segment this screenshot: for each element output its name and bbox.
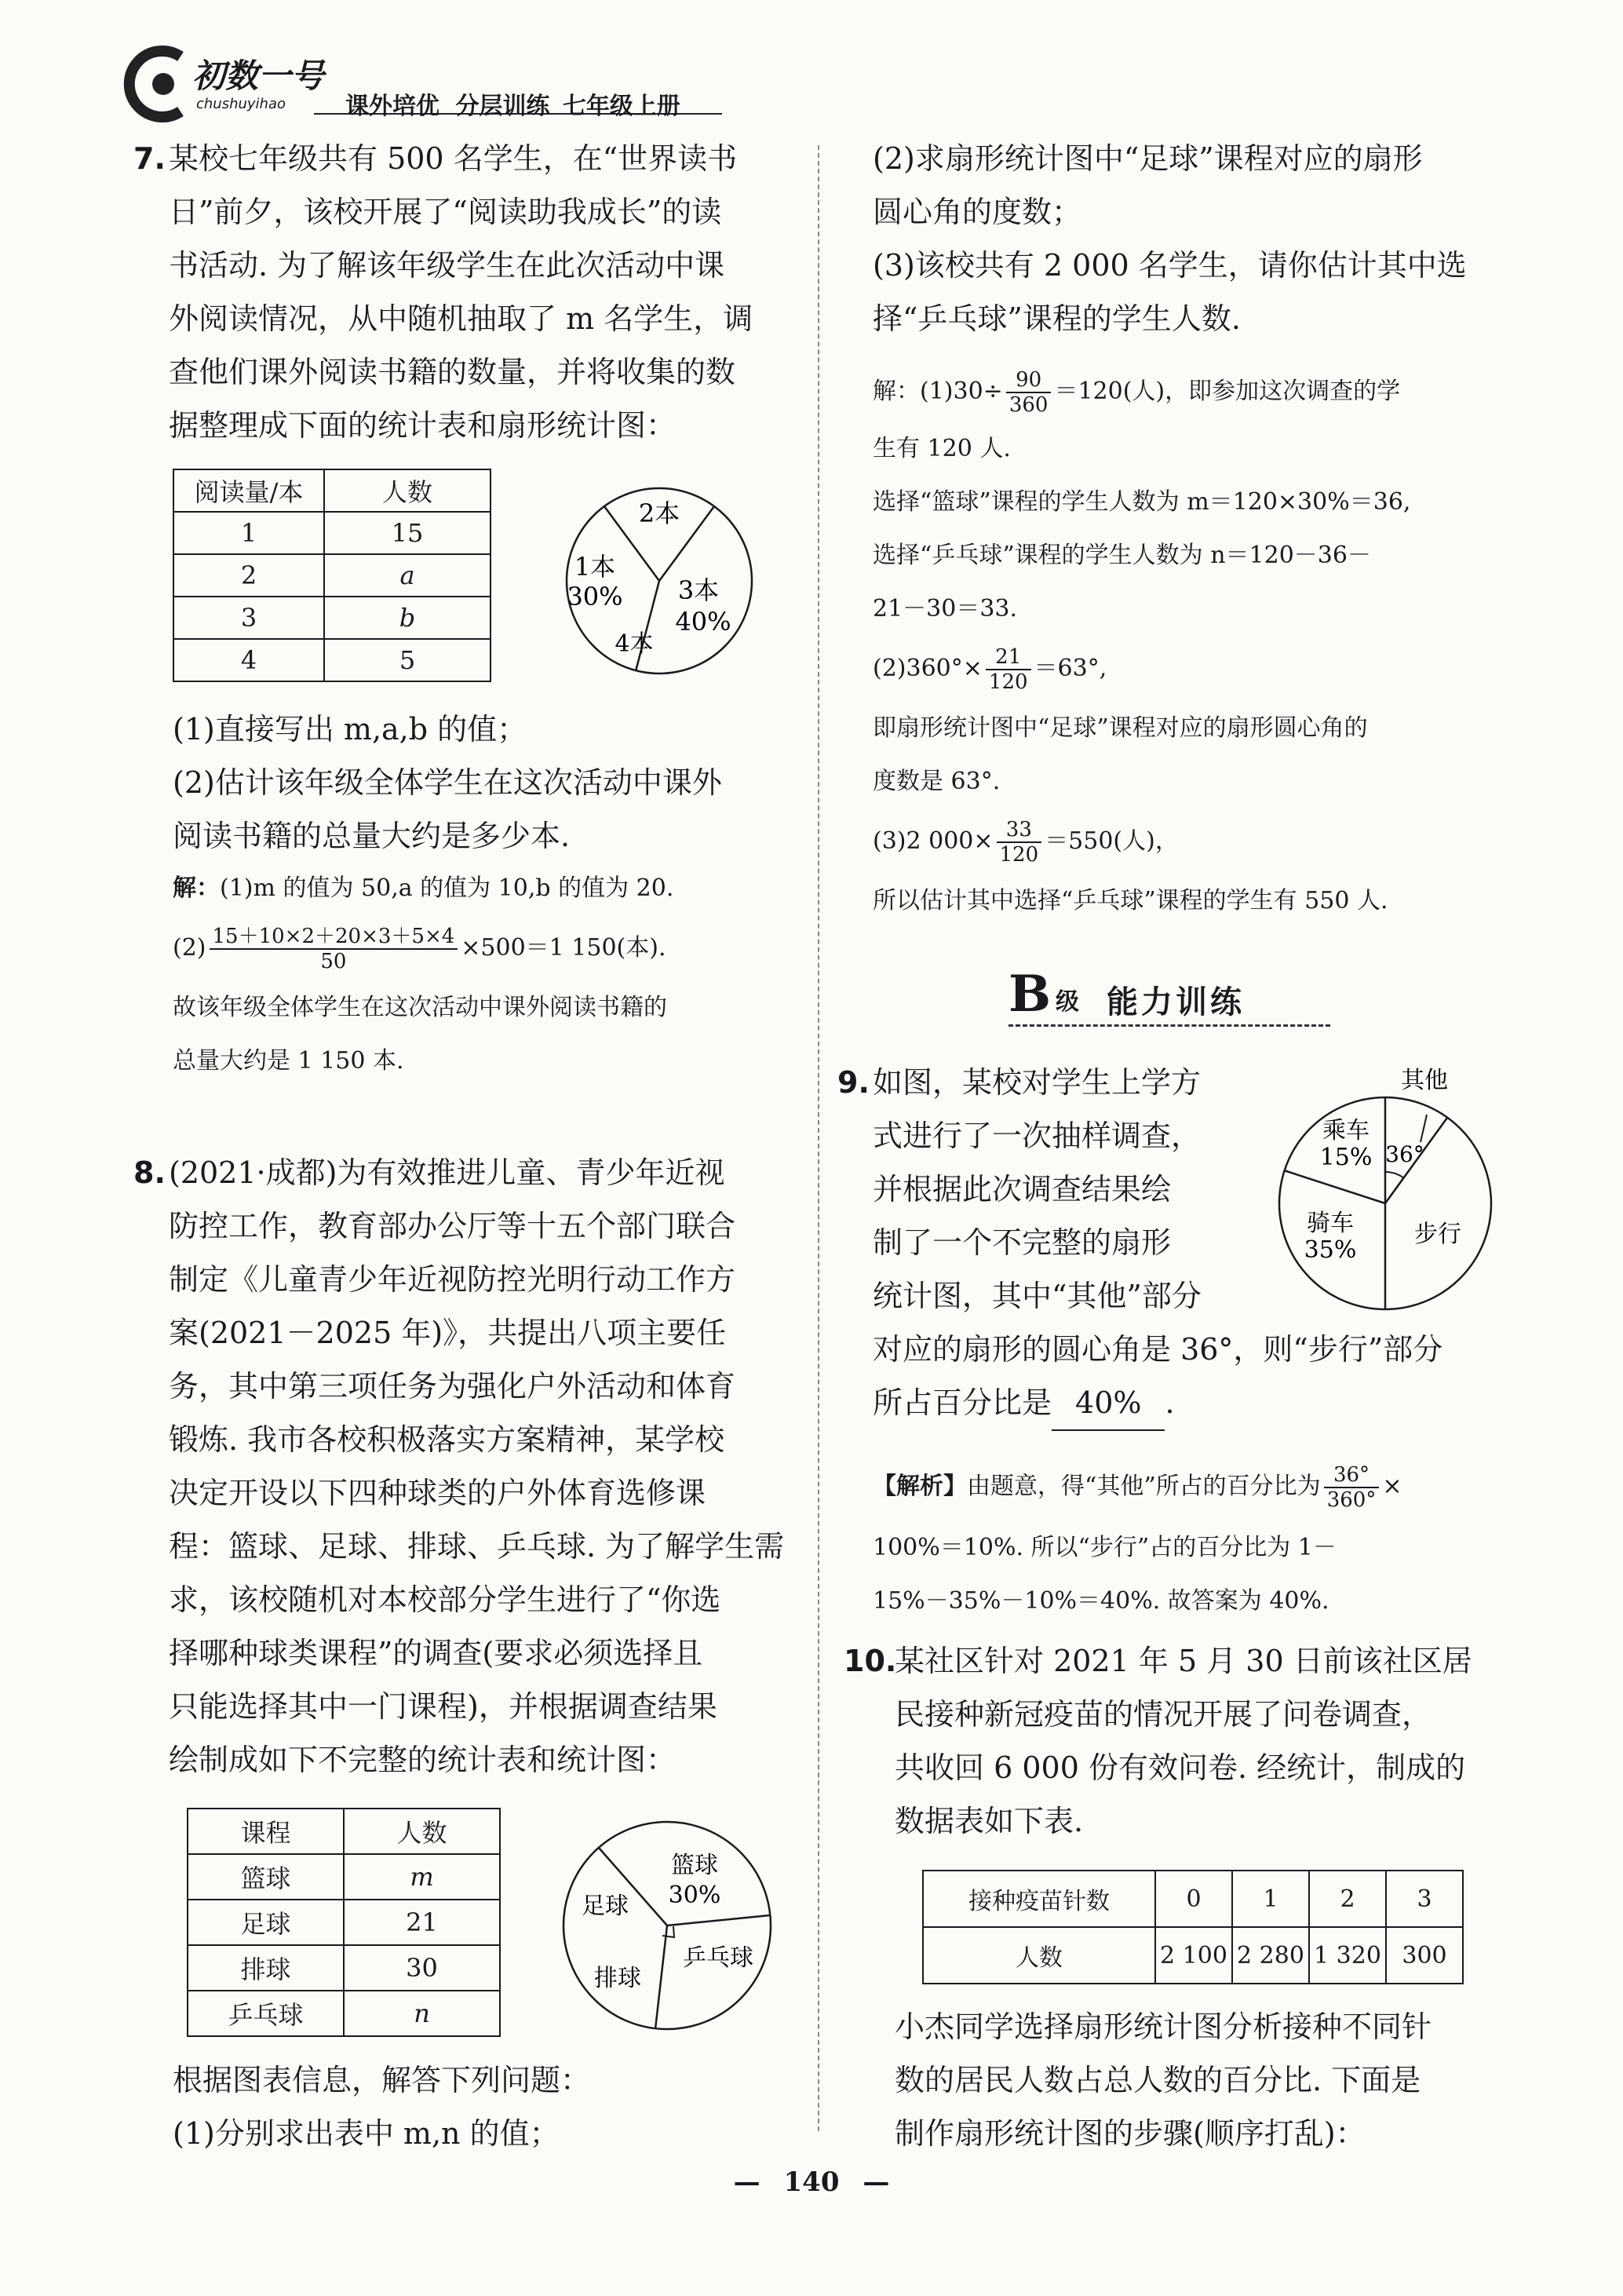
- q7-sol-line-4: 总量大约是 1 150 本.: [173, 1047, 404, 1075]
- section-underline: [1008, 1024, 1330, 1027]
- table-header-cell: 阅读量/本: [173, 469, 324, 512]
- q8-after-1: 根据图表信息，解答下列问题：: [173, 2063, 591, 2097]
- q7-sub-1: (1)直接写出 m,a,b 的值；: [173, 712, 527, 746]
- q8-continued: [873, 132, 1501, 345]
- q8-line-9: 求，该校随机对本校部分学生进行了“你选: [169, 1582, 721, 1617]
- q9-analysis: [873, 1452, 1508, 1628]
- pie-pct-basketball: 30%: [668, 1882, 721, 1909]
- q8-line-4: 案(2021－2025 年)》，共提出八项主要任: [169, 1316, 727, 1350]
- q8-sol-line-8: 度数是 63°.: [873, 768, 1001, 795]
- question-number: 9.: [837, 1065, 870, 1100]
- table-cell: 3: [173, 597, 324, 639]
- table-cell: 3: [1386, 1871, 1463, 1927]
- solution-label: (2): [173, 934, 206, 962]
- fraction-denominator: 120: [988, 670, 1028, 694]
- footer-dash-left: —: [733, 2166, 760, 2198]
- solution-text: ＝63°,: [1034, 655, 1107, 682]
- solution-text: ＝550(人)，: [1045, 827, 1179, 855]
- table-cell: 乒乓球: [188, 1991, 344, 2036]
- table-cell: 15: [324, 512, 491, 554]
- q7-line-5: 查他们课外阅读书籍的数量，并将收集的数: [169, 355, 736, 389]
- solution-text: ×500＝1 150(本).: [461, 934, 666, 962]
- table-cell: 足球: [188, 1900, 344, 1945]
- table-header-cell: 人数: [324, 469, 491, 512]
- q10-table: [922, 1870, 1464, 1984]
- question-number: 7.: [133, 141, 166, 176]
- pie-label-pingpong: 乒乓球: [683, 1944, 753, 1972]
- table-cell: 篮球: [188, 1854, 344, 1900]
- answer-blank: 40%: [1052, 1376, 1165, 1431]
- table-row: [173, 554, 491, 597]
- q8-line-12: 绘制成如下不完整的统计表和统计图：: [169, 1743, 677, 1777]
- fraction-denominator: 120: [999, 843, 1039, 867]
- q9-line-7: [873, 1376, 1579, 1431]
- pie-label-1: 1本: [574, 552, 616, 582]
- q7-table: [173, 469, 491, 682]
- table-row: [173, 597, 491, 639]
- q8-after-2: (1)分别求出表中 m,n 的值；: [173, 2116, 560, 2151]
- table-cell: n: [344, 1991, 500, 2036]
- table-cell: 0: [1155, 1871, 1232, 1927]
- solution-text: (1)m 的值为 50,a 的值为 10,b 的值为 20.: [220, 874, 674, 902]
- q9-pie-chart: [1256, 1060, 1515, 1319]
- table-cell: a: [324, 554, 491, 597]
- q7-sol-line-1: [173, 862, 801, 915]
- q8-line-5: 务，其中第三项任务为强化户外活动和体育: [169, 1369, 736, 1404]
- q9-line-2: 式进行了一次抽样调查，: [873, 1119, 1202, 1153]
- q9-line-6: 对应的扇形的圆心角是 36°，则“步行”部分: [873, 1332, 1443, 1367]
- solution-text: (3)2 000×: [873, 827, 994, 855]
- q7-line-4: 外阅读情况，从中随机抽取了 m 名学生，调: [169, 301, 753, 336]
- q8-sol-line-10: 所以估计其中选择“乒乓球”课程的学生有 550 人.: [873, 887, 1388, 914]
- q8-line-3: 制定《儿童青少年近视防控光明行动工作方: [169, 1262, 736, 1297]
- solution-text: (2)360°×: [873, 655, 983, 682]
- footer-dash-right: —: [863, 2166, 890, 2198]
- brand-logo-icon: [118, 41, 204, 127]
- pie-pct-3: 40%: [675, 607, 731, 637]
- pie-pct-car: 15%: [1319, 1144, 1373, 1171]
- table-cell: 1: [173, 512, 324, 554]
- table-row: [923, 1871, 1463, 1927]
- table-row: [173, 512, 491, 554]
- pie-label-other: 其他: [1401, 1067, 1448, 1094]
- q8-after-table: [173, 2053, 801, 2160]
- analysis-tag: 【解析】: [873, 1473, 967, 1500]
- table-header-cell: 人数: [923, 1927, 1155, 1984]
- q9-jx-line-3: 15%－35%－10%＝40%. 故答案为 40%.: [873, 1587, 1329, 1615]
- header-series: [345, 86, 680, 121]
- q8-line-7: 决定开设以下四种球类的户外体育选修课: [169, 1476, 706, 1510]
- table-header-cell: 接种疫苗针数: [923, 1871, 1155, 1927]
- brand-pinyin: chushuyihao: [196, 96, 286, 112]
- fraction-numerator: 90: [1006, 368, 1052, 393]
- q8-pie-chart: [553, 1812, 781, 2039]
- fraction-numerator: 36°: [1324, 1463, 1380, 1488]
- fraction-numerator: 15＋10×2＋20×3＋5×4: [210, 925, 458, 950]
- fraction-denominator: 50: [320, 950, 347, 973]
- table-row: [173, 639, 491, 681]
- pie-pct-1: 30%: [567, 582, 623, 611]
- question-number: 10.: [844, 1644, 897, 1678]
- q10-after-3: 制作扇形统计图的步骤(顺序打乱)：: [895, 2116, 1366, 2151]
- q9-jx-line-1: [873, 1452, 1508, 1521]
- table-cell: 2 280: [1232, 1927, 1309, 1984]
- q7-sub-2a: (2)估计该年级全体学生在这次活动中课外: [173, 765, 722, 800]
- q7-line-1: 某校七年级共有 500 名学生，在“世界读书: [169, 141, 738, 176]
- q8-cont-3: (3)该校共有 2 000 名学生，请你估计其中选: [873, 248, 1467, 283]
- table-cell: 排球: [188, 1945, 344, 1991]
- table-cell: 2: [1309, 1871, 1386, 1927]
- table-row: [188, 1945, 500, 1991]
- q8-sol-line-4: 选择“乒乓球”课程的学生人数为 n＝120－36－: [873, 542, 1371, 569]
- q7-subquestions: [173, 703, 801, 863]
- q10-after-1: 小杰同学选择扇形统计图分析接种不同针: [895, 2009, 1432, 2044]
- q10-line-4: 数据表如下表.: [895, 1804, 1084, 1838]
- q9-jx-line-2: 100%＝10%. 所以“步行”占的百分比为 1－: [873, 1534, 1337, 1561]
- pie-label-walk: 步行: [1414, 1221, 1461, 1248]
- page-number: 140: [783, 2166, 840, 2198]
- q9-line-1: 如图，某校对学生上学方: [873, 1065, 1202, 1100]
- q8-line-8: 程：篮球、足球、排球、乒乓球. 为了解学生需: [169, 1529, 785, 1564]
- column-divider: [818, 145, 819, 2131]
- q8-cont-1: (2)求扇形统计图中“足球”课程对应的扇形: [873, 141, 1423, 176]
- q9-line-5: 统计图，其中“其他”部分: [873, 1279, 1202, 1313]
- q9-line-4: 制了一个不完整的扇形: [873, 1225, 1172, 1260]
- series-label-2: 分层训练: [455, 93, 550, 120]
- section-heading: [1008, 965, 1338, 1032]
- table-row: [188, 1854, 500, 1900]
- fraction-denominator: 360°: [1326, 1488, 1377, 1512]
- table-cell: b: [324, 597, 491, 639]
- q9-line-3: 并根据此次调查结果绘: [873, 1172, 1172, 1206]
- table-cell: 2: [173, 554, 324, 597]
- pie-label-football: 足球: [582, 1893, 629, 1920]
- table-header-cell: 课程: [188, 1809, 344, 1854]
- pie-label-basketball: 篮球: [671, 1852, 718, 1879]
- pie-label-volleyball: 排球: [594, 1965, 641, 1992]
- q7-sub-2b: 阅读书籍的总量大约是多少本.: [173, 819, 571, 853]
- table-row: [188, 1900, 500, 1945]
- solution-prefix: 解：: [173, 874, 220, 902]
- fraction-denominator: 360: [1008, 393, 1049, 417]
- question-number: 8.: [133, 1155, 166, 1190]
- q10-line-2: 民接种新冠疫苗的情况开展了问卷调查，: [895, 1697, 1432, 1732]
- table-cell: 1: [1232, 1871, 1309, 1927]
- table-row: [188, 1991, 500, 2036]
- q8-sol-line-2: 生有 120 人.: [873, 435, 1011, 462]
- table-cell: 2 100: [1155, 1927, 1232, 1984]
- table-row: [173, 469, 491, 512]
- analysis-text: 由题意，得“其他”所占的百分比为: [967, 1473, 1321, 1500]
- q8-sol-line-3: 选择“篮球”课程的学生人数为 m＝120×30%＝36,: [873, 488, 1411, 516]
- fraction: [1006, 368, 1052, 417]
- pie-pct-bike: 35%: [1304, 1236, 1357, 1264]
- question-10: [844, 1634, 1523, 1848]
- pie-label-4: 4本: [615, 630, 654, 658]
- table-cell: 21: [344, 1900, 500, 1945]
- pie-label-bike: 骑车: [1307, 1210, 1354, 1237]
- pie-label-car: 乘车: [1322, 1117, 1370, 1144]
- fraction-numerator: 21: [986, 645, 1031, 670]
- question-8: [133, 1146, 797, 1787]
- q7-sol-line-2: [173, 915, 801, 981]
- q9-text: .: [1165, 1385, 1175, 1420]
- q7-line-6: 据整理成下面的统计表和扇形统计图：: [169, 408, 677, 443]
- section-title: 能力训练: [1107, 984, 1245, 1020]
- q8-cont-2: 圆心角的度数；: [873, 195, 1082, 229]
- pie-angle-other: 36°: [1385, 1141, 1424, 1167]
- q8-sol-line-6: [873, 636, 1501, 702]
- fraction: [210, 925, 458, 973]
- series-label-1: 课外培优: [345, 93, 439, 120]
- q10-after-table: [895, 2000, 1523, 2160]
- section-letter: B: [1008, 965, 1052, 1024]
- fraction: [997, 818, 1042, 867]
- q8-line-11: 只能选择其中一门课程)，并根据调查结果: [169, 1689, 717, 1724]
- q10-after-2: 数的居民人数占总人数的百分比. 下面是: [895, 2063, 1421, 2097]
- pie-label-2: 2本: [638, 498, 680, 528]
- q8-table: [187, 1808, 501, 2037]
- q7-sol-line-3: 故该年级全体学生在这次活动中课外阅读书籍的: [173, 994, 667, 1021]
- q10-line-1: 某社区针对 2021 年 5 月 30 日前该社区居: [895, 1644, 1472, 1678]
- table-row: [188, 1809, 500, 1854]
- question-7: [133, 132, 797, 452]
- section-level: 级: [1056, 988, 1079, 1016]
- table-cell: 1 320: [1309, 1927, 1386, 1984]
- q8-sol-line-7: 即扇形统计图中“足球”课程对应的扇形圆心角的: [873, 714, 1368, 742]
- pie-label-3: 3本: [677, 575, 720, 605]
- q8-sol-line-1: [873, 361, 1501, 422]
- brand-name: 初数一号: [192, 57, 325, 95]
- table-cell: 30: [344, 1945, 500, 1991]
- table-cell: 5: [324, 639, 491, 681]
- page-header: [118, 41, 714, 127]
- table-cell: m: [344, 1854, 500, 1900]
- q8-line-10: 择哪种球类课程”的调查(要求必须选择且: [169, 1636, 703, 1670]
- fraction-numerator: 33: [997, 818, 1042, 843]
- analysis-text: ×: [1382, 1473, 1402, 1500]
- table-cell: 300: [1386, 1927, 1463, 1984]
- q8-sol-line-9: [873, 809, 1501, 874]
- grade-label: 七年级上册: [562, 93, 680, 120]
- q8-line-1: (2021·成都)为有效推进儿童、青少年近视: [169, 1155, 725, 1190]
- q7-line-2: 日”前夕，该校开展了“阅读助我成长”的读: [169, 195, 722, 229]
- q8-line-6: 锻炼. 我市各校积极落实方案精神，某学校: [169, 1422, 725, 1457]
- q7-solution: [173, 862, 801, 1088]
- q9-text: 所占百分比是: [873, 1385, 1052, 1420]
- q8-cont-4: 择“乒乓球”课程的学生人数.: [873, 301, 1241, 336]
- q7-pie-chart: [542, 475, 777, 687]
- fraction: [986, 645, 1031, 694]
- table-header-cell: 人数: [344, 1809, 500, 1854]
- solution-text: 解：(1)30÷: [873, 378, 1003, 405]
- q8-line-2: 防控工作，教育部办公厅等十五个部门联合: [169, 1209, 736, 1243]
- fraction: [1324, 1463, 1380, 1512]
- table-cell: 4: [173, 639, 324, 681]
- page-footer: [733, 2166, 890, 2198]
- solution-text: ＝120(人)，即参加这次调查的学: [1054, 378, 1401, 405]
- q10-line-3: 共收回 6 000 份有效问卷. 经统计，制成的: [895, 1750, 1466, 1785]
- table-row: [923, 1927, 1463, 1984]
- q8-solution: [873, 361, 1501, 928]
- q8-sol-line-5: 21－30＝33.: [873, 595, 1018, 622]
- q7-line-3: 书活动. 为了解该年级学生在此次活动中课: [169, 248, 725, 283]
